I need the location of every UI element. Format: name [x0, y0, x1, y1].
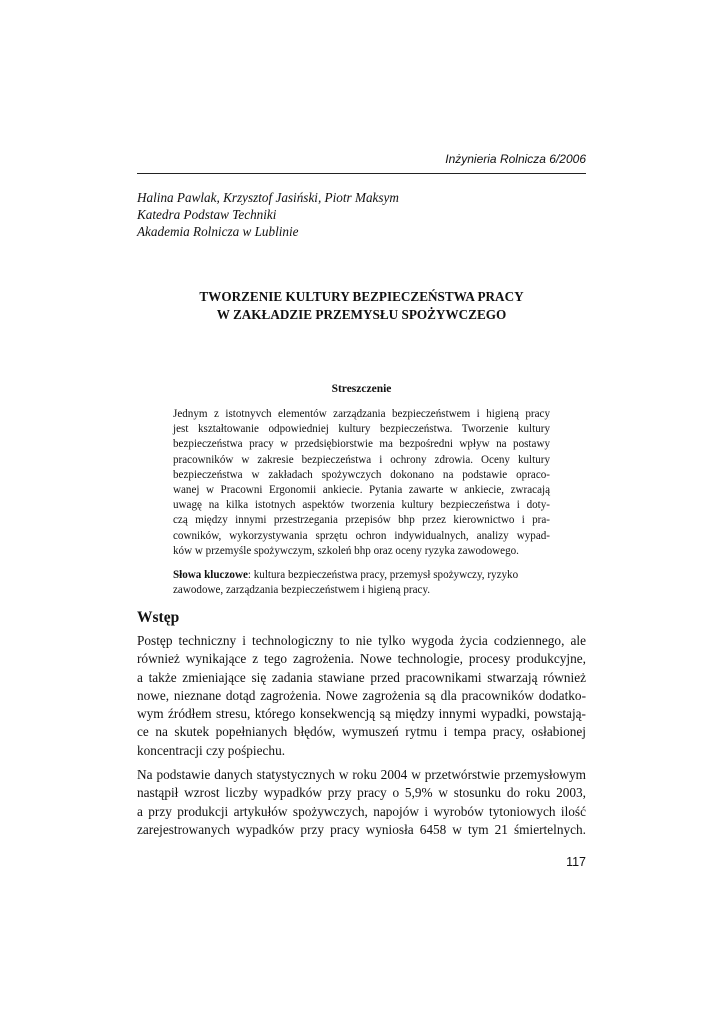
paragraph-1 [137, 632, 586, 760]
title-line-1: TWORZENIE KULTURY BEZPIECZEŃSTWA PRACY [199, 289, 524, 304]
author-block [137, 189, 586, 240]
paragraph-line: wym źródłem stresu, którego konsekwencją są między innymi wypadki, powstają- [137, 706, 586, 722]
header-rule [137, 173, 586, 174]
paragraph-line: również wynikające z tego zagrożenia. Nowe technologie, procesy produkcyjne, [137, 651, 586, 667]
keywords-label: Słowa kluczowe [173, 569, 248, 581]
author-institution: Akademia Rolnicza w Lublinie [137, 224, 299, 239]
abstract-line: wanej w Pracowni Ergonomii ankiecie. Pytania zawarte w ankiecie, zwracają [173, 484, 550, 497]
abstract-line: Jednym z istotnyvch elementów zarządzania bezpieczeństwem i higieną pracy [173, 408, 550, 420]
paragraph-line: nowe, nieznane dotąd zagrożenia. Nowe zagrożenia są dla pracowników dodatko- [137, 687, 586, 703]
paragraph-line: nastąpił wzrost liczby wypadków przy pracy o 5,9% w stosunku do roku 2003, [137, 785, 586, 801]
page-number: 117 [566, 855, 586, 869]
keywords-block [173, 568, 550, 598]
abstract-line: ków w przemyśle spożywczym, szkoleń bhp oraz oceny ryzyka zawodowego. [173, 544, 519, 557]
paragraph-2 [137, 766, 586, 839]
abstract-line: pracowników w zakresie bezpieczeństwa i ochrony zdrowia. Oceny kultury [173, 453, 550, 466]
author-names: Halina Pawlak, Krzysztof Jasiński, Piotr Maksym [137, 190, 399, 205]
paragraph-line: a także zmieniające się zadania stawiane przed pracownikami stwarzają również [137, 669, 586, 685]
paper-title [137, 288, 586, 323]
journal-header: Inżynieria Rolnicza 6/2006 [445, 152, 586, 166]
title-line-2: W ZAKŁADZIE PRZEMYSŁU SPOŻYWCZEGO [216, 306, 507, 322]
paragraph-line: a przy produkcji artykułów spożywczych, napojów i wyrobów tytoniowych ilość [137, 803, 586, 819]
abstract-line: czą między innymi przestrzegania przepisów bhp przez kierownictwo i pra- [173, 514, 550, 527]
abstract-line: uwagę na kilka istotnych aspektów tworzenia kultury bezpieczeństwa i doty- [173, 499, 550, 512]
abstract-line: cowników, wykorzystywania sprzętu ochron indywidualnych, analizy wypad- [173, 529, 550, 542]
abstract-line: bezpieczeństwa pracy w przedsiębiorstwie ma bezpośredni wpływ na postawy [173, 438, 550, 451]
paragraph-line: zarejestrowanych wypadków przy pracy wyniosła 6458 w tym 21 śmiertelnych. [137, 821, 586, 837]
keywords-line-1 [173, 568, 550, 583]
keywords-line-2: zawodowe, zarządzania bezpieczeństwem i higieną pracy. [173, 584, 431, 597]
abstract-line: bezpieczeństwa w zakładach spożywczych dokonano na podstawie opraco- [173, 468, 550, 481]
abstract-text [173, 407, 550, 559]
author-department: Katedra Podstaw Techniki [137, 207, 277, 222]
paragraph-line: ce na skutek popełnianych błędów, wymuszeń rytmu i tempa pracy, osłabionej [137, 724, 586, 740]
abstract-heading: Streszczenie [331, 383, 392, 395]
paragraph-line: koncentracji czy pośpiechu. [137, 742, 286, 758]
abstract-line: jest kształtowanie odpowiedniej kultury bezpieczeństwa. Tworzenie kultury [173, 423, 550, 436]
keywords-text-1: : kultura bezpieczeństwa pracy, przemysł spożywczy, ryzyko [247, 569, 519, 581]
paragraph-line: Postęp techniczny i technologiczny to nie tylko wygoda życia codziennego, ale [137, 633, 586, 648]
section-heading: Wstęp [137, 609, 180, 626]
paragraph-line: Na podstawie danych statystycznych w roku 2004 w przetwórstwie przemysłowym [137, 767, 586, 782]
